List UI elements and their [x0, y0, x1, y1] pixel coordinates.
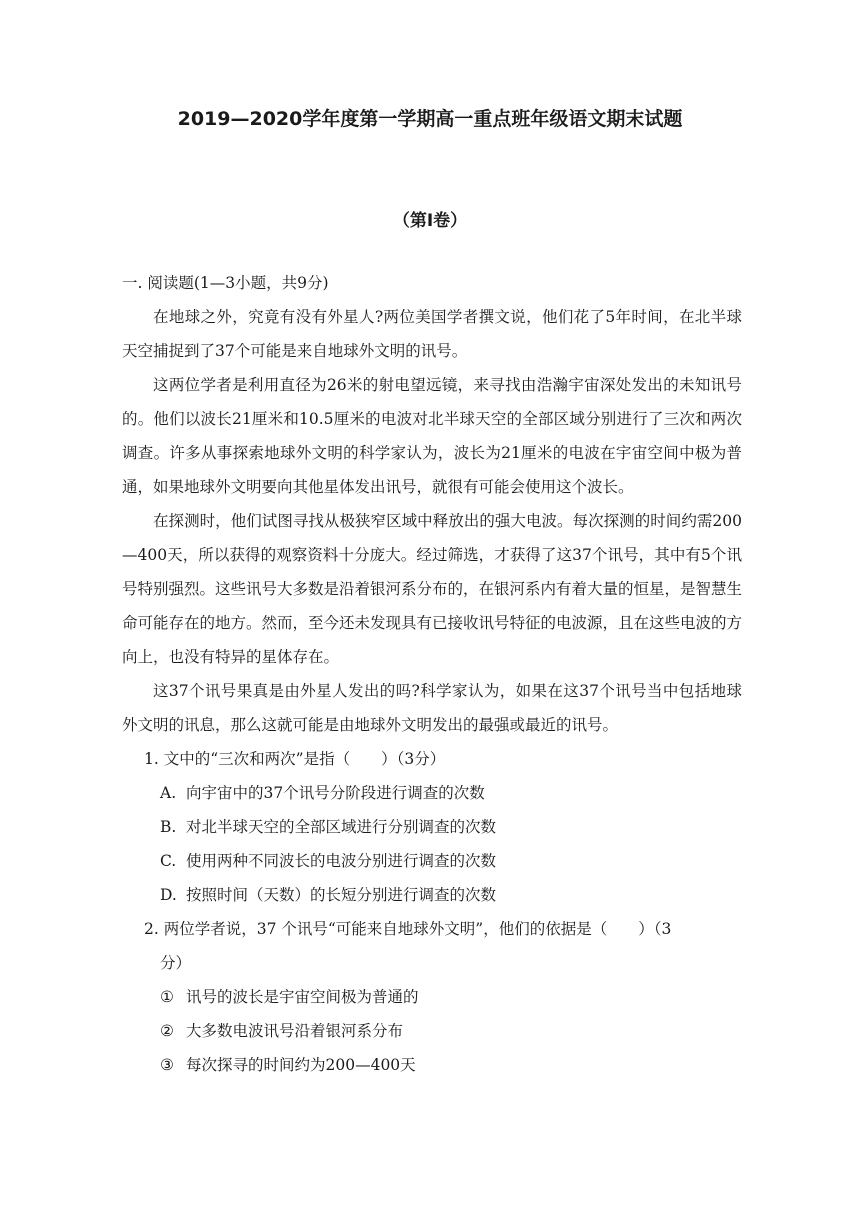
option-text: 向宇宙中的37个讯号分阶段进行调查的次数 — [186, 784, 485, 802]
option-3 — [160, 1048, 742, 1082]
option-label: ① — [160, 988, 174, 1006]
passage-paragraph-4: 这37个讯号果真是由外星人发出的吗?科学家认为，如果在这37个讯号当中包括地球外文明的讯息，那么这就可能是由地球外文明发出的最强或最近的讯号。 — [122, 682, 742, 734]
option-label: A. — [160, 784, 177, 802]
exam-body — [122, 266, 742, 1082]
option-text: 讯号的波长是宇宙空间极为普通的 — [186, 988, 419, 1006]
page-title: 2019—2020学年度第一学期高一重点班年级语文期末试题 — [177, 108, 683, 130]
option-label: ② — [160, 1022, 174, 1040]
option-label: D. — [160, 886, 177, 904]
option-label: ③ — [160, 1056, 174, 1074]
question-2-stem-continued: 分） — [160, 954, 192, 972]
question-1-text: 文中的“三次和两次”是指（ ）（3分） — [163, 750, 446, 768]
passage-paragraph-1: 在地球之外，究竟有没有外星人?两位美国学者撰文说，他们花了5年时间，在北半球天空捕捉到了37个可能是来自地球外文明的讯号。 — [122, 308, 742, 360]
question-2-stem — [122, 912, 742, 946]
option-text: 每次探寻的时间约为200—400天 — [186, 1056, 416, 1074]
option-d — [160, 878, 742, 912]
option-text: 按照时间（天数）的长短分别进行调查的次数 — [186, 886, 497, 904]
option-text: 使用两种不同波长的电波分别进行调查的次数 — [186, 852, 497, 870]
option-text: 对北半球天空的全部区域进行分别调查的次数 — [186, 818, 497, 836]
option-label: B. — [160, 818, 177, 836]
question-2-number: 2. — [144, 920, 159, 938]
passage-paragraph-2: 这两位学者是利用直径为26米的射电望远镜，来寻找由浩瀚宇宙深处发出的未知讯号的。他们以波长21厘米和10.5厘米的电波对北半球天空的全部区域分别进行了三次和两次调查。许多从事探索地球外文明的科学家认为，波长为21厘米的电波在宇宙空间中极为普通，如果地球外文明要向其他星体发出讯号，就很有可能会使用这个波长。 — [122, 376, 742, 496]
question-2 — [122, 912, 742, 1082]
option-label: C. — [160, 852, 177, 870]
question-1-options — [122, 776, 742, 912]
option-a — [160, 776, 742, 810]
option-1 — [160, 980, 742, 1014]
question-2-text: 两位学者说，37 个讯号“可能来自地球外文明”，他们的依据是（ ）（3 — [163, 920, 672, 938]
option-2 — [160, 1014, 742, 1048]
option-b — [160, 810, 742, 844]
question-1-stem — [122, 742, 742, 776]
passage-paragraph-3: 在探测时，他们试图寻找从极狭窄区域中释放出的强大电波。每次探测的时间约需200—400天，所以获得的观察资料十分庞大。经过筛选，才获得了这37个讯号，其中有5个讯号特别强烈。这些讯号大多数是沿着银河系分布的，在银河系内有着大量的恒星，是智慧生命可能存在的地方。然而，至今还未发现具有已接收讯号特征的电波源，且在这些电波的方向上，也没有特异的星体存在。 — [122, 512, 743, 666]
volume-label: （第Ⅰ卷） — [392, 211, 468, 231]
section-heading: 一. 阅读题(1—3小题，共9分) — [122, 274, 329, 292]
question-2-options — [122, 980, 742, 1082]
option-text: 大多数电波讯号沿着银河系分布 — [186, 1022, 404, 1040]
question-1-number: 1. — [144, 750, 159, 768]
question-1 — [122, 742, 742, 912]
option-c — [160, 844, 742, 878]
